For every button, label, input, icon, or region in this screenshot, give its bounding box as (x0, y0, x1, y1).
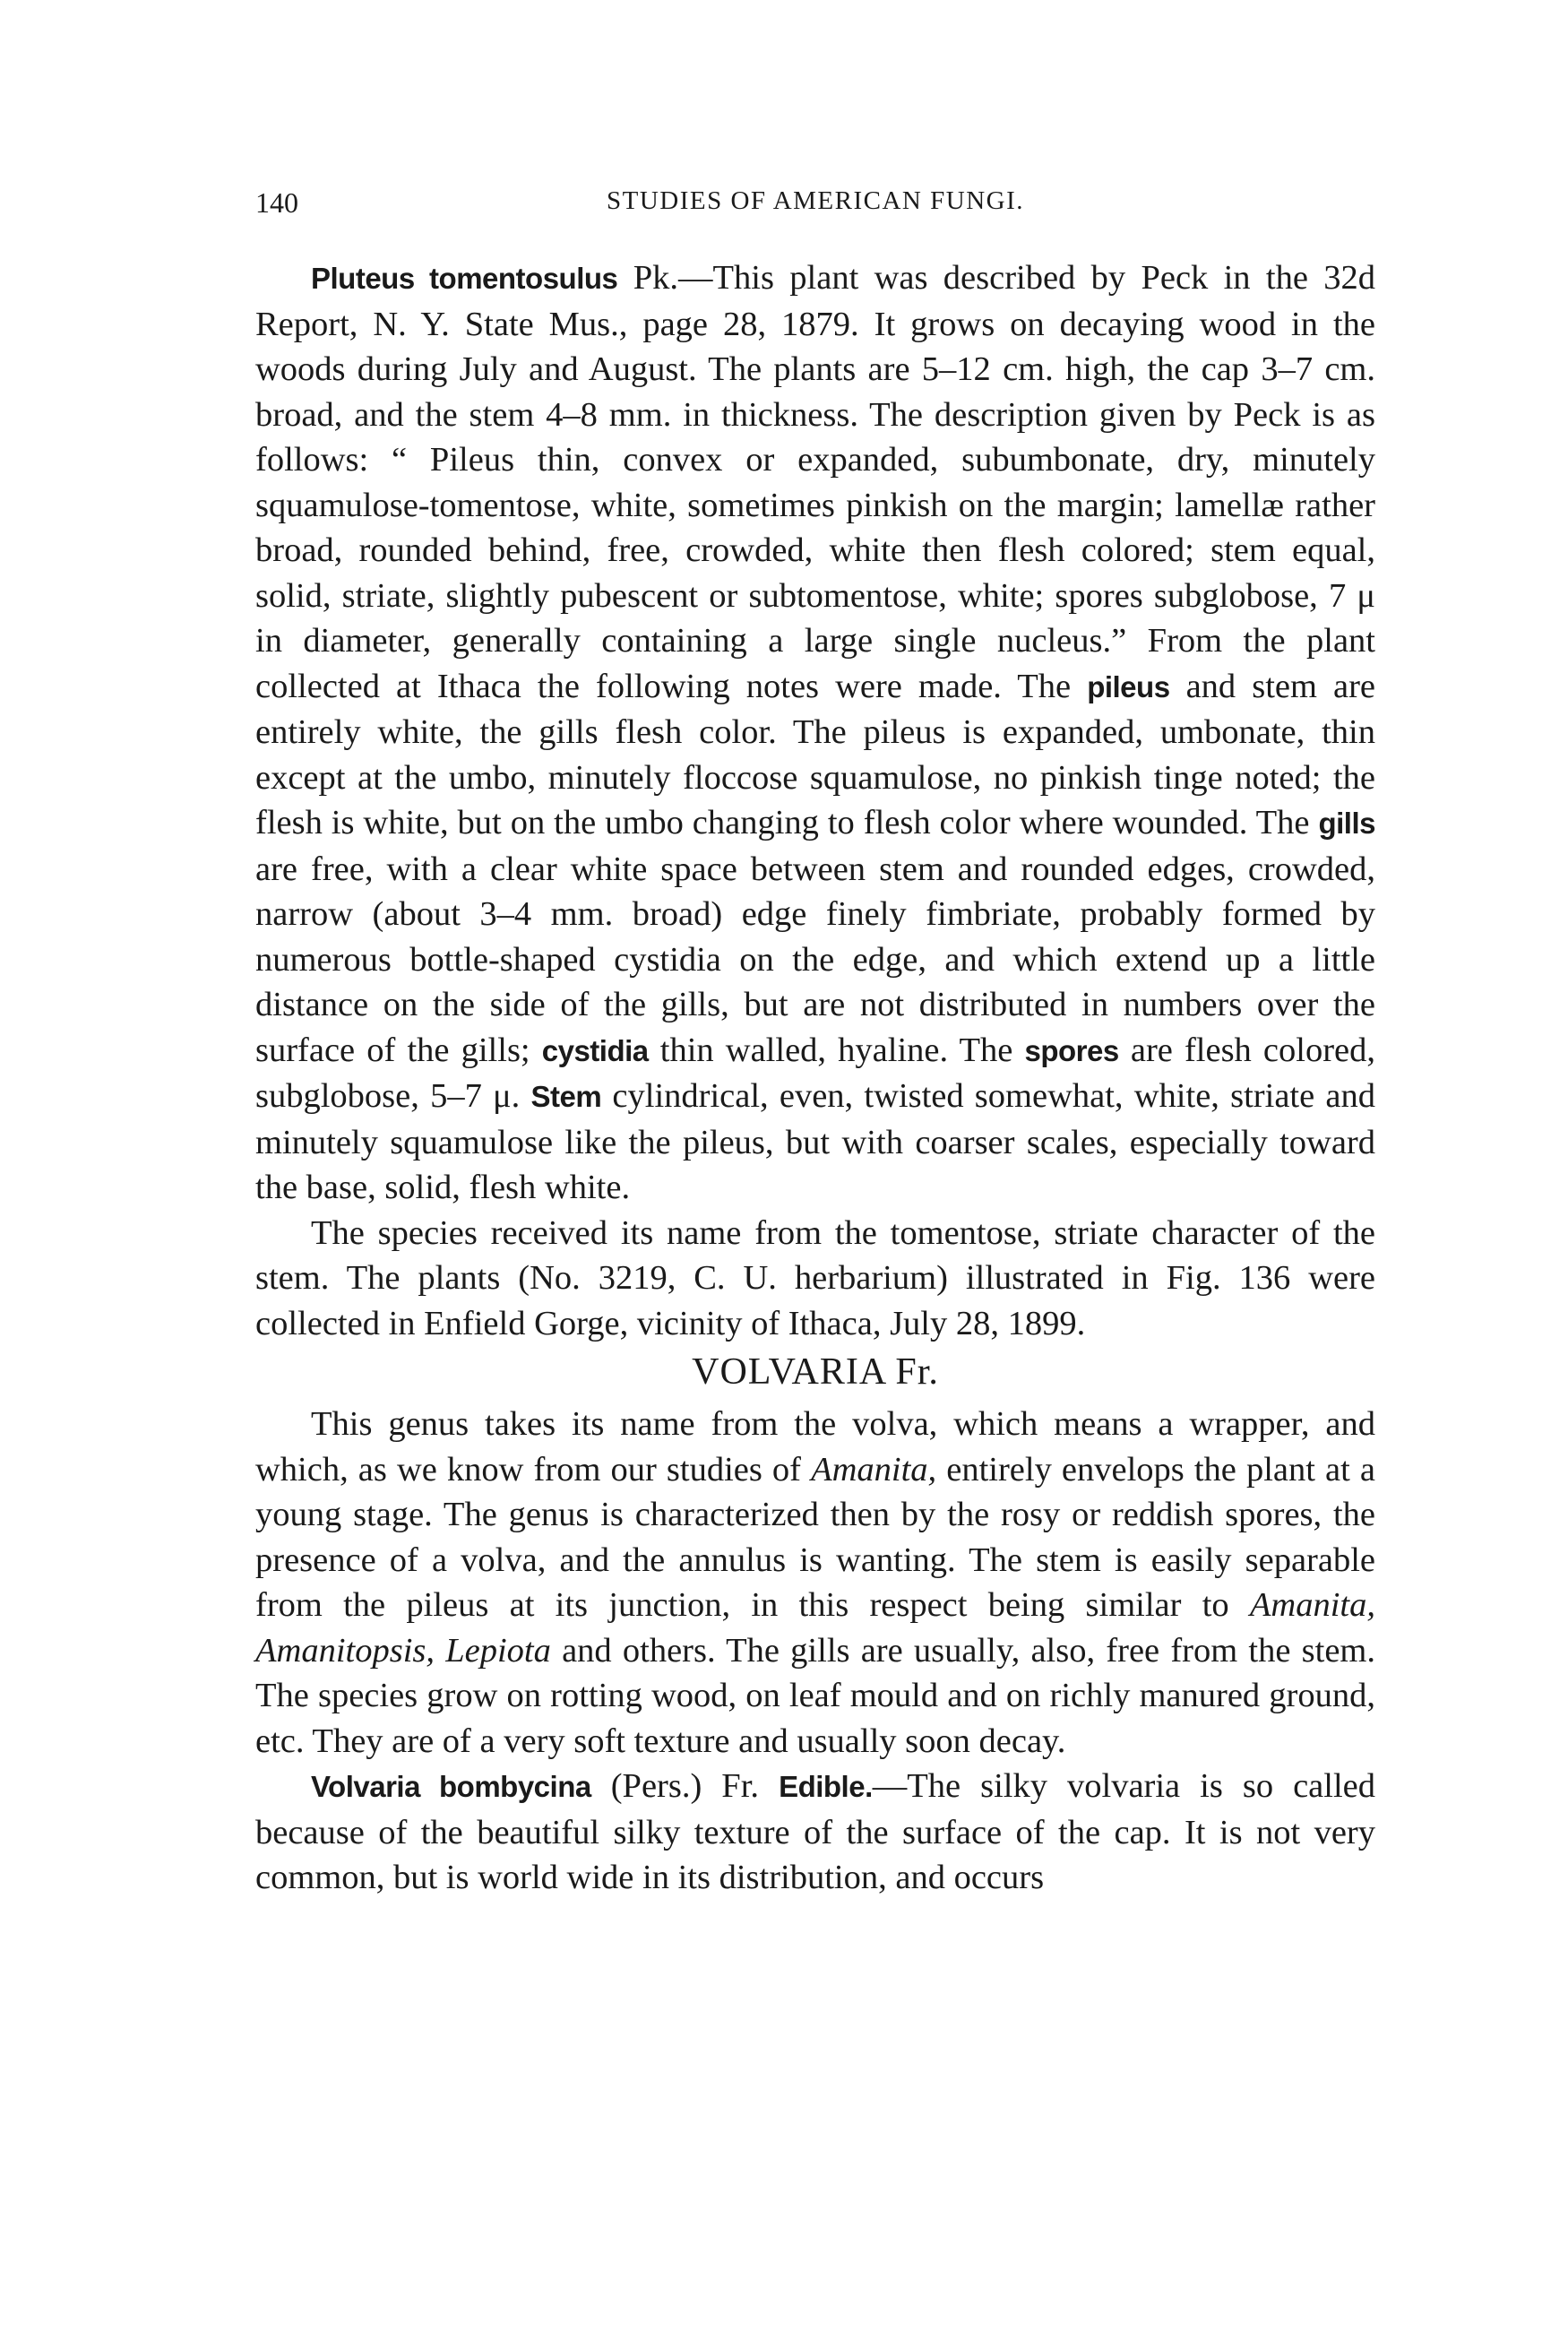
edible-label: Edible. (779, 1770, 873, 1803)
section-heading-volvaria: VOLVARIA Fr. (692, 1351, 939, 1393)
term-gills: gills (1318, 807, 1375, 840)
paragraph-text: (Pers.) Fr. (590, 1767, 780, 1805)
paragraph-pluteus-tomentosulus (255, 255, 1375, 1211)
term-pileus: pileus (1087, 669, 1170, 703)
paragraph-text: entirely envelops the plant at a young stage. The genus is characterized then by the rosy or reddish spores, the presence of a volva, and the annulus is wanting. The stem is easily separable from the pileus at its junction, in this respect being similar to (255, 1450, 1375, 1624)
term-cystidia: cystidia (541, 1033, 649, 1067)
paragraph-text: cylindrical, even, twisted somewhat, white, striate and minutely squamulose like the pileus, but with coarser scales, especially toward the base, solid, flesh white. (255, 1077, 1375, 1206)
paragraph-volvaria-genus (255, 1402, 1375, 1764)
paragraph-text: are flesh colored, subglobose, 5–7 μ. (255, 1031, 1376, 1115)
paragraph-text: and others. The gills are usually, also, free from the stem. The species grow on rotting wood, on leaf mould and on richly manured ground, etc. They are of a very soft texture and usually soon decay. (255, 1631, 1375, 1760)
running-header (255, 186, 1375, 231)
species-name: Pluteus tomentosulus (311, 262, 618, 295)
term-spores: spores (1024, 1033, 1119, 1067)
genus-amanita: Amanita, (811, 1450, 937, 1489)
paragraph-species-name-origin: The species received its name from the tomentose, striate character of the stem. The plants (No. 3219, C. U. herbarium) illustrated in Fig. 136 were collected in Enfield Gorge, vicinity of Ithaca, July 28, 1899. (255, 1213, 1375, 1342)
running-title: STUDIES OF AMERICAN FUNGI. (607, 186, 1024, 215)
species-name: Volvaria bombycina (311, 1770, 591, 1803)
genus-list: Amanita, Amanitopsis, Lepiota (255, 1586, 1375, 1670)
paragraph-text: are free, with a clear white space between stem and rounded edges, crowded, narrow (about 3–4 mm. broad) edge finely fimbriate, probably formed by numerous bottle-shaped cystidia on the edge, and which extend up a little distance on the side of the gills, but are not distributed in numbers over the surface of the gills; (255, 850, 1375, 1069)
paragraph-text: This genus takes its name from the volva, which means a wrapper, and which, as we know from our studies of (255, 1405, 1375, 1489)
paragraph-volvaria-bombycina (255, 1764, 1375, 1901)
paragraph-text: —The silky volvaria is so called because of the beautiful silky texture of the surface of the cap. It is not very common, but is world wide in its distribution, and occurs (255, 1767, 1375, 1896)
paragraph-text: thin walled, hyaline. The (648, 1031, 1025, 1069)
page-number: 140 (255, 186, 298, 219)
paragraph-text: and stem are entirely white, the gills flesh color. The pileus is expanded, umbonate, thin except at the umbo, minutely floccose squamulose, no pinkish tinge noted; the flesh is white, but on the umbo changing to flesh color where wounded. The (255, 667, 1375, 841)
term-stem: Stem (530, 1080, 602, 1113)
paragraph-text: Pk.—This plant was described by Peck in the 32d Report, N. Y. State Mus., page 28, 1879. It grows on decaying wood in the woods during July and August. The plants are 5–12 cm. high, the cap 3–7 cm. broad, and the stem 4–8 mm. in thickness. The description given by Peck is as follows: “ Pileus thin, convex or expanded, subumbonate, dry, minutely squamulose-tomentose, white, sometimes pinkish on the margin; lamellæ rather broad, rounded behind, free, crowded, white then flesh colored; stem equal, solid, striate, slightly pubescent or subtomentose, white; spores subglobose, 7 μ in diameter, generally containing a large single nucleus.” From the plant collected at Ithaca the following notes were made. The (255, 259, 1375, 705)
page-body (255, 255, 1375, 1901)
